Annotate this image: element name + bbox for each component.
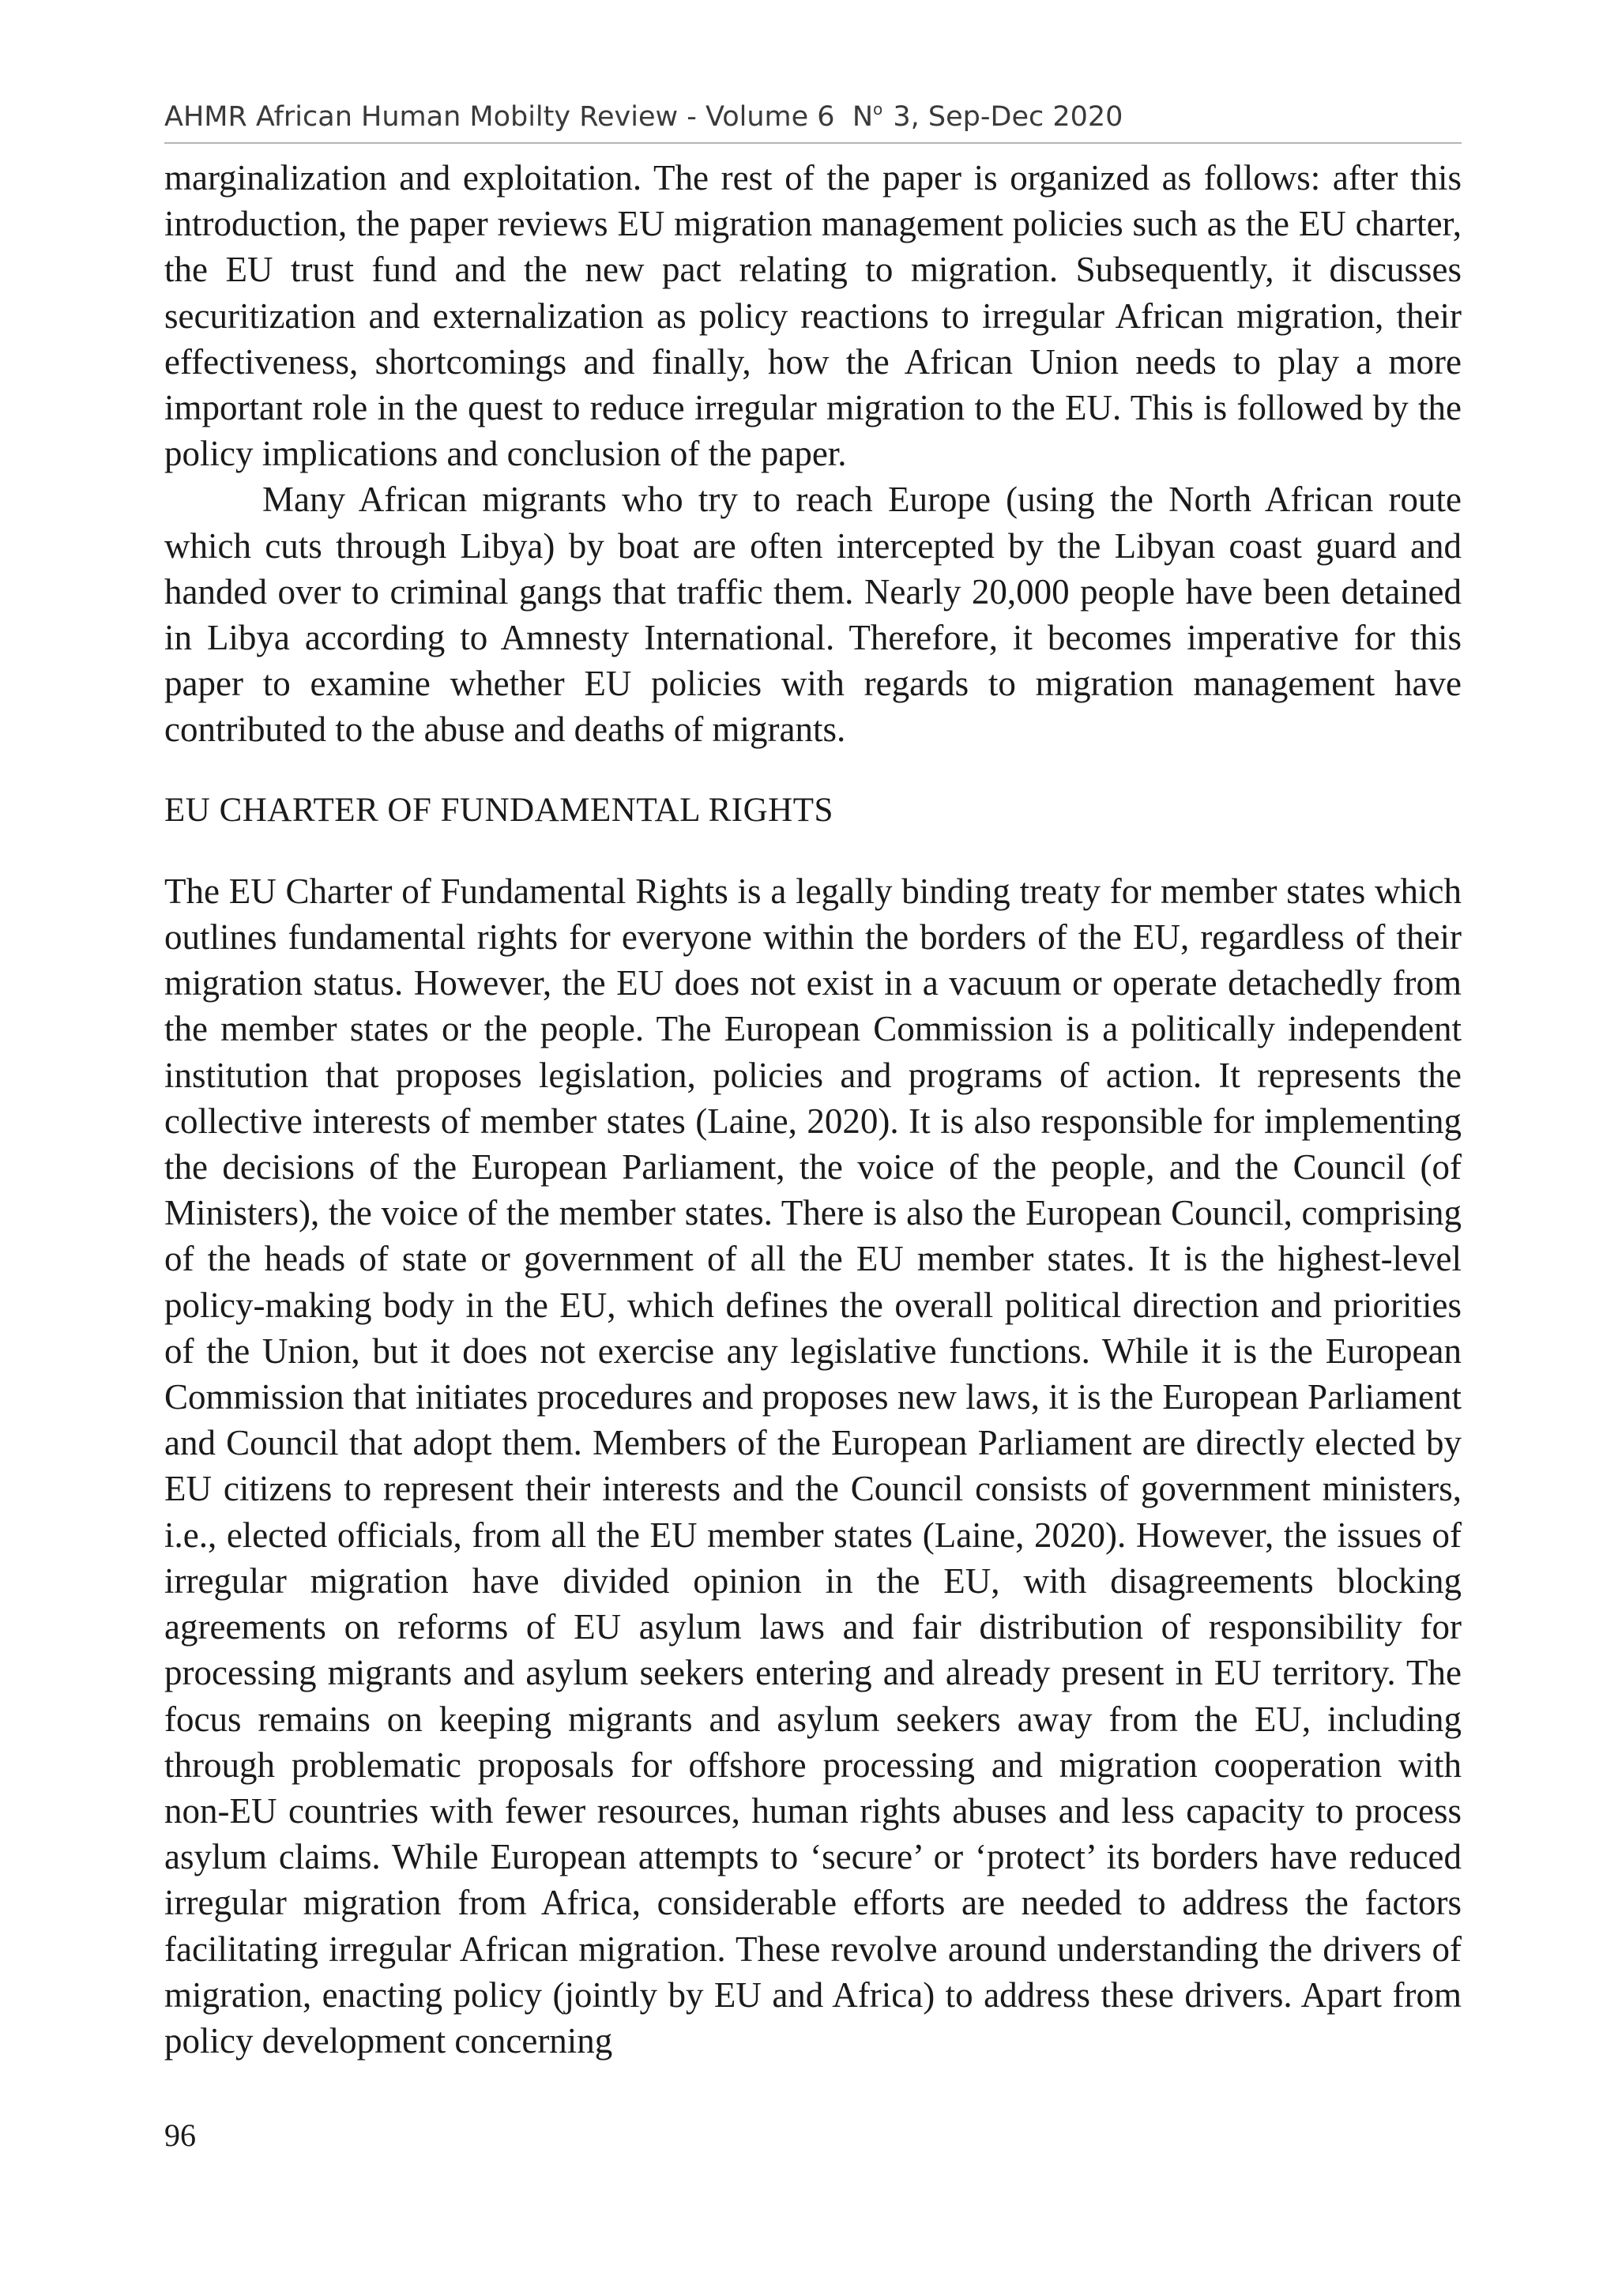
page-number: 96 bbox=[164, 2117, 196, 2153]
paragraph-2: Many African migrants who try to reach Europe (using the North African route which cuts through Libya) by boat are often intercepted by the Libyan coast guard and handed over to criminal gangs that traffic them. Nearly 20,000 people have been detained in Libya according to Amnesty International. Therefore, it becomes imperative for this paper to examine whether EU policies with regards to migration management have contributed to the abuse and deaths of migrants. bbox=[164, 480, 1462, 750]
article-body bbox=[164, 155, 1462, 2064]
issue-number-superscript: o bbox=[873, 100, 883, 119]
journal-title: AHMR African Human Mobilty Review - Volume 6 bbox=[164, 101, 835, 133]
section-heading: EU CHARTER OF FUNDAMENTAL RIGHTS bbox=[164, 791, 833, 829]
issue-date: 3, Sep-Dec 2020 bbox=[893, 101, 1123, 133]
issue-number-sign: N bbox=[852, 101, 873, 133]
document-page bbox=[164, 0, 1462, 2296]
paragraph-1: marginalization and exploitation. The rest of the paper is organized as follows: after this introduction, the paper reviews EU migration management policies such as the EU charter, the EU trust fund and the new pact relating to migration. Subsequently, it discusses securitization and externalization as policy reactions to irregular African migration, their effectiveness, shortcomings and finally, how the African Union needs to play a more important role in the quest to reduce irregular migration to the EU. This is followed by the policy implications and conclusion of the paper. bbox=[164, 158, 1462, 474]
header-divider bbox=[164, 142, 1462, 144]
paragraph-3: The EU Charter of Fundamental Rights is a legally binding treaty for member states which outlines fundamental rights for everyone within the borders of the EU, regardless of their migration status. However, the EU does not exist in a vacuum or operate detachedly from the member states or the people. The European Commission is a politically independent institution that proposes legislation, policies and programs of action. It represents the collective interests of member states (Laine, 2020). It is also responsible for implementing the decisions of the European Parliament, the voice of the people, and the Council (of Ministers), the voice of the member states. There is also the European Council, comprising of the heads of state or government of all the EU member states. It is the highest-level policy-making body in the EU, which defines the overall political direction and priorities of the Union, but it does not exercise any legislative functions. While it is the European Commission that initiates procedures and proposes new laws, it is the European Parliament and Council that adopt them. Members of the European Parliament are directly elected by EU citizens to represent their interests and the Council consists of government ministers, i.e., elected officials, from all the EU member states (Laine, 2020). However, the issues of irregular migration have divided opinion in the EU, with disagreements blocking agreements on reforms of EU asylum laws and fair distribution of responsibility for processing migrants and asylum seekers entering and already present in EU territory. The focus remains on keeping migrants and asylum seekers away from the EU, including through problematic proposals for offshore processing and migration cooperation with non-EU countries with fewer resources, human rights abuses and less capacity to process asylum claims. While European attempts to ‘secure’ or ‘protect’ its borders have reduced irregular migration from Africa, considerable efforts are needed to address the factors facilitating irregular African migration. These revolve around understanding the drivers of migration, enacting policy (jointly by EU and Africa) to address these drivers. Apart from policy development concerning bbox=[164, 871, 1462, 2061]
running-header bbox=[164, 101, 1462, 131]
